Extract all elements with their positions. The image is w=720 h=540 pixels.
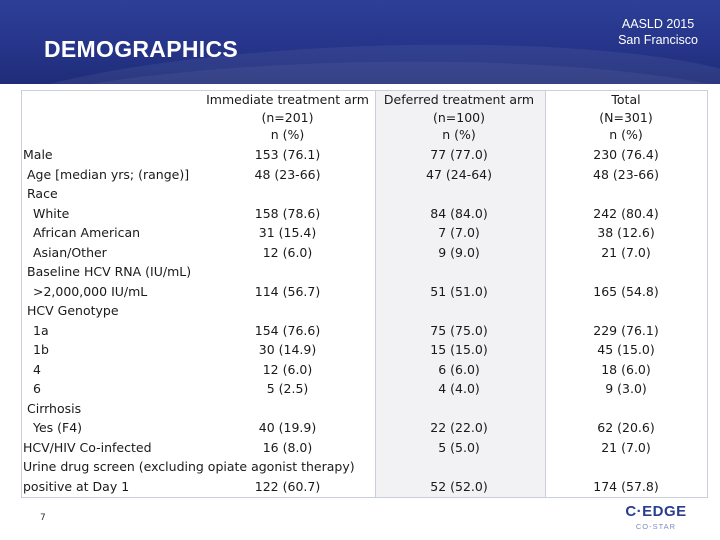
- row-value-v2: 77 (77.0): [430, 147, 488, 162]
- row-value-v3: 38 (12.6): [597, 225, 655, 240]
- row-label: 1a: [33, 322, 49, 338]
- row-label: Urine drug screen (excluding opiate agonist therapy): [23, 459, 355, 474]
- row-value-v2: 7 (7.0): [438, 225, 480, 240]
- table-row: [21, 262, 708, 282]
- row-label: Cirrhosis: [27, 400, 82, 416]
- row-label: Baseline HCV RNA (IU/mL): [27, 264, 192, 279]
- column-header-line: Total: [611, 92, 641, 107]
- row-value-v2: 84 (84.0): [430, 205, 488, 221]
- row-label: Race: [27, 186, 58, 201]
- table-row: [21, 340, 708, 360]
- row-value-v3: 21 (7.0): [601, 439, 651, 455]
- row-value-v1: 154 (76.6): [254, 322, 321, 338]
- row-value-v2: 15 (15.0): [430, 342, 488, 357]
- column-header-line: (n=201): [261, 109, 314, 125]
- row-value-v2: 4 (4.0): [438, 381, 480, 396]
- row-value-v2: 9 (9.0): [438, 244, 480, 260]
- row-value-v2: 22 (22.0): [430, 420, 488, 435]
- column-header-line: n (%): [270, 127, 305, 142]
- table-row: [21, 418, 708, 438]
- row-label: African American: [33, 225, 141, 240]
- row-value-v2: 75 (75.0): [430, 322, 488, 338]
- row-value-v3: 21 (7.0): [601, 244, 651, 260]
- column-header-deferred: [374, 91, 544, 144]
- row-value-v1: 40 (19.9): [258, 420, 317, 435]
- table-row: [21, 379, 708, 399]
- table-row: [21, 301, 708, 321]
- table-row: [21, 243, 708, 263]
- row-value-v1: 114 (56.7): [254, 283, 321, 299]
- row-value-v3: 229 (76.1): [593, 322, 659, 338]
- row-label: Male: [23, 147, 53, 162]
- table-row: [21, 223, 708, 243]
- row-value-v1: 30 (14.9): [258, 342, 317, 357]
- row-label: >2,000,000 IU/mL: [33, 283, 148, 299]
- row-label: positive at Day 1: [23, 478, 130, 494]
- row-value-v1: 122 (60.7): [254, 478, 321, 494]
- table-row: [21, 145, 708, 165]
- row-value-v1: 12 (6.0): [262, 244, 313, 260]
- row-value-v3: 165 (54.8): [593, 283, 659, 299]
- row-value-v3: 174 (57.8): [593, 478, 659, 494]
- column-header-total: [544, 91, 708, 144]
- table-row: [21, 282, 708, 302]
- column-header-line: n (%): [609, 127, 643, 142]
- row-label: Yes (F4): [33, 420, 83, 435]
- table-row: [21, 321, 708, 341]
- row-value-v3: 62 (20.6): [597, 420, 655, 435]
- row-label: Asian/Other: [33, 244, 107, 260]
- row-label: 6: [33, 381, 41, 396]
- table-row: [21, 184, 708, 204]
- row-value-v1: 158 (78.6): [254, 205, 321, 221]
- conference-line-1: AASLD 2015: [621, 17, 695, 31]
- row-value-v1: 16 (8.0): [262, 439, 313, 455]
- table-row: [21, 204, 708, 224]
- row-value-v1: 153 (76.1): [254, 147, 321, 162]
- row-label: HCV Genotype: [27, 303, 119, 318]
- row-value-v3: 242 (80.4): [593, 205, 659, 221]
- column-header-line: (N=301): [599, 109, 653, 125]
- row-value-v1: 31 (15.4): [258, 225, 317, 240]
- row-value-v3: 18 (6.0): [601, 361, 651, 377]
- row-label: 1b: [33, 342, 49, 357]
- table-row: [21, 438, 708, 458]
- row-value-v1: 5 (2.5): [266, 381, 309, 396]
- column-header-line: (n=100): [432, 109, 485, 125]
- row-value-v3: 48 (23-66): [593, 166, 659, 182]
- slide-title: DEMOGRAPHICS: [44, 36, 239, 62]
- row-value-v2: 47 (24-64): [426, 166, 492, 182]
- row-value-v1: 12 (6.0): [262, 361, 313, 377]
- row-label: White: [33, 205, 70, 221]
- row-value-v2: 6 (6.0): [438, 361, 480, 377]
- row-value-v3: 45 (15.0): [597, 342, 655, 357]
- table-row: [21, 165, 708, 185]
- column-header-line: Immediate treatment arm: [206, 92, 369, 107]
- table-row: [21, 360, 708, 380]
- conference-label: [618, 16, 698, 48]
- column-header-line: Deferred treatment arm: [383, 92, 535, 107]
- logo-main-text: C·EDGE: [625, 503, 687, 520]
- row-label: 4: [33, 361, 41, 377]
- column-header-line: n (%): [442, 127, 476, 142]
- row-value-v3: 230 (76.4): [593, 147, 659, 162]
- row-value-v3: 9 (3.0): [605, 381, 647, 396]
- row-value-v2: 5 (5.0): [438, 439, 480, 455]
- column-header-immediate: [201, 91, 374, 144]
- row-value-v2: 52 (52.0): [430, 478, 488, 494]
- slide-header: [0, 0, 720, 84]
- cedge-logo: [614, 503, 698, 537]
- row-value-v1: 48 (23-66): [254, 166, 321, 182]
- page-number: 7: [40, 513, 46, 523]
- table-row: [21, 399, 708, 419]
- logo-sub-text: CO-STAR: [635, 522, 677, 531]
- row-label: HCV/HIV Co-infected: [23, 439, 152, 455]
- row-label: Age [median yrs; (range)]: [27, 166, 190, 182]
- conference-line-2: San Francisco: [618, 33, 698, 47]
- table-row: [21, 457, 708, 477]
- row-value-v2: 51 (51.0): [430, 283, 488, 299]
- table-row: [21, 477, 708, 497]
